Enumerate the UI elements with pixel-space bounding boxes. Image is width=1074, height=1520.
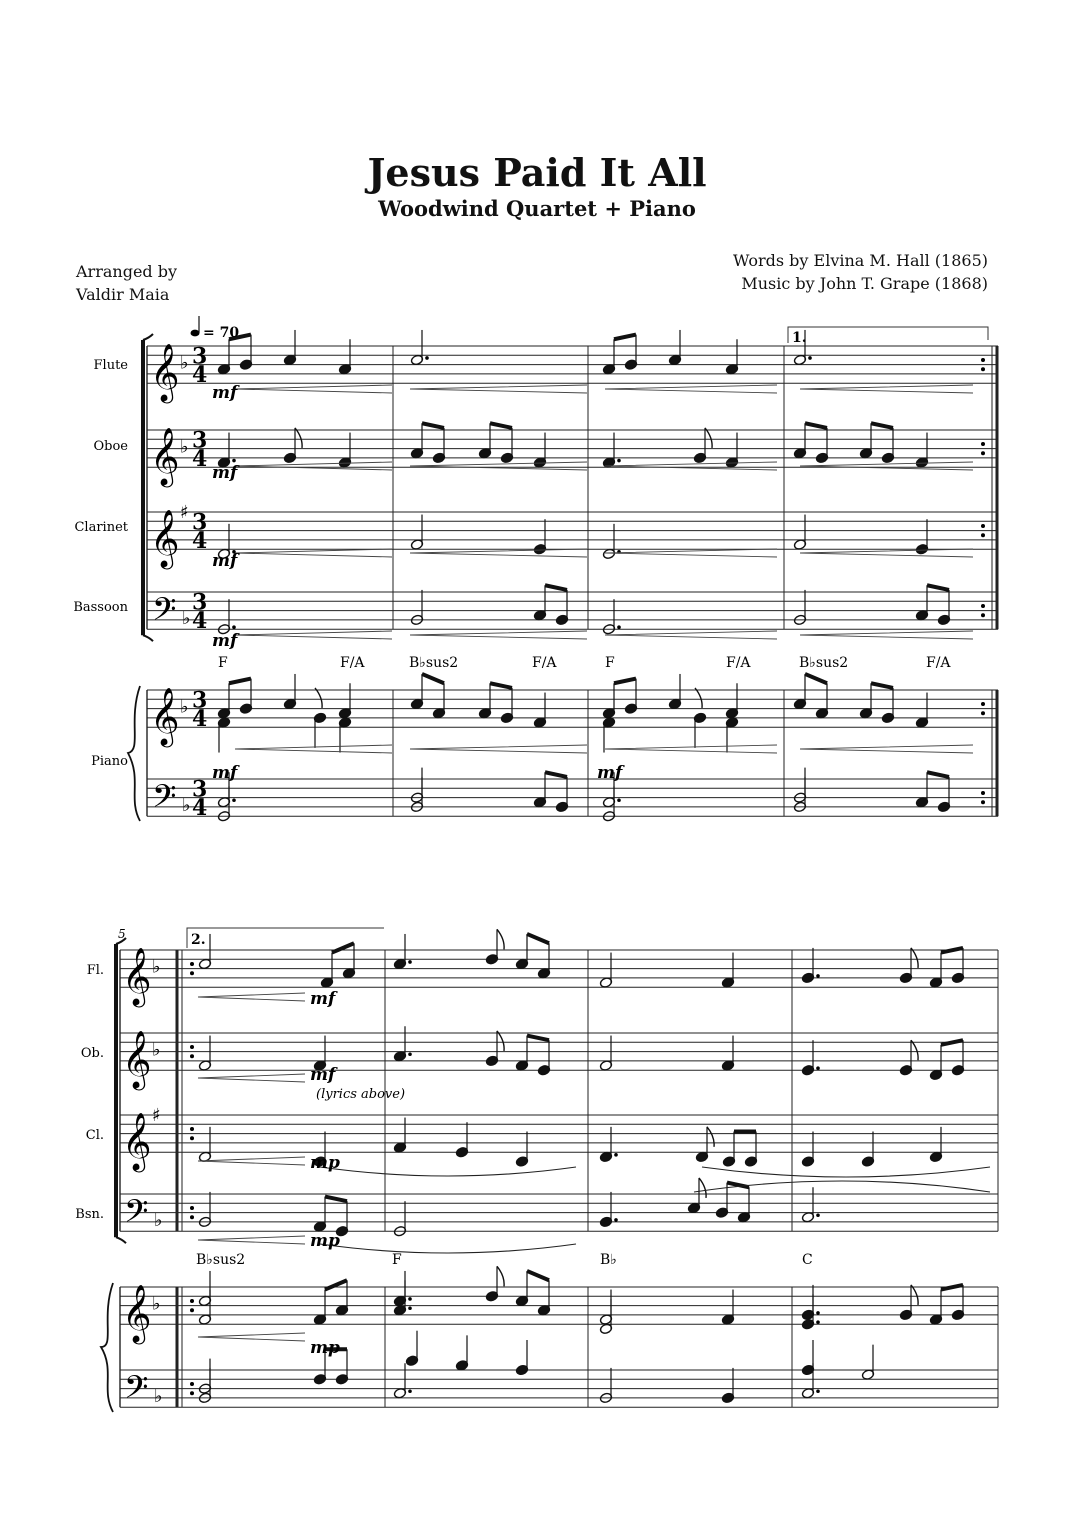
- piano-brace: [128, 686, 140, 821]
- sharp-icon: ♯: [152, 1105, 161, 1126]
- flat-icon: ♭: [152, 1293, 161, 1315]
- time-signature-top: 3: [192, 687, 208, 714]
- eighth-flag: [911, 1040, 918, 1060]
- augmentation-dot: [808, 356, 812, 360]
- piano-brace: [101, 1283, 113, 1412]
- bass-clef-icon: 𝄢: [124, 1192, 149, 1237]
- flat-icon: ♭: [180, 352, 189, 374]
- time-signature-bottom: 4: [192, 528, 208, 555]
- beam: [490, 683, 512, 688]
- dynamic-mark: mf: [212, 631, 238, 651]
- chord-symbol: B♭sus2: [196, 1252, 246, 1268]
- beam: [325, 1280, 347, 1289]
- chord-symbol: F/A: [340, 655, 365, 671]
- beam: [614, 679, 636, 684]
- diminuendo-hairpin: [605, 385, 777, 393]
- diminuendo-hairpin: [410, 631, 587, 639]
- chord-symbol: F: [392, 1252, 402, 1268]
- bass-clef-icon: 𝄢: [124, 1368, 149, 1413]
- augmentation-dot: [232, 459, 236, 463]
- bracket-hook: [143, 635, 153, 641]
- augmentation-dot: [617, 459, 621, 463]
- music-credit: Music by John T. Grape (1868): [741, 274, 988, 293]
- time-signature-bottom: 4: [192, 706, 208, 733]
- dynamic-mark: mf: [212, 463, 238, 483]
- time-signature-bottom: 4: [192, 446, 208, 473]
- chord-symbol: B♭: [600, 1252, 617, 1268]
- treble-clef-icon: 𝄞: [150, 343, 180, 402]
- augmentation-dot: [614, 1153, 618, 1157]
- beam: [527, 1271, 549, 1280]
- beam: [229, 679, 251, 684]
- clefs: [122, 343, 207, 1413]
- diminuendo-hairpin: [198, 1074, 305, 1082]
- time-signature-top: 3: [192, 776, 208, 803]
- dynamic-mark: mf: [597, 763, 623, 783]
- diminuendo-hairpin: [410, 745, 587, 753]
- arranger-label: Arranged by: [76, 262, 178, 281]
- words-credit: Words by Elvina M. Hall (1865): [733, 251, 988, 270]
- augmentation-dot: [816, 1389, 820, 1393]
- treble-clef-icon: 𝄞: [122, 947, 152, 1006]
- repeat-dot: [981, 451, 985, 455]
- eighth-flag: [497, 929, 504, 949]
- instrument-label: Clarinet: [74, 520, 128, 535]
- beam: [545, 585, 567, 590]
- instrument-label: Fl.: [86, 963, 104, 978]
- repeat-dot: [190, 1127, 194, 1131]
- eighth-flag: [295, 428, 302, 448]
- instrument-label: Piano: [91, 754, 128, 769]
- diminuendo-hairpin: [198, 1157, 305, 1165]
- dynamic-mark: mf: [310, 1065, 336, 1085]
- repeat-dot: [190, 1136, 194, 1140]
- beam: [490, 423, 512, 428]
- slur: [320, 1244, 576, 1253]
- arranger-name: Valdir Maia: [76, 285, 170, 304]
- beam: [422, 423, 444, 428]
- augmentation-dot: [614, 1218, 618, 1222]
- augmentation-dot: [408, 1297, 412, 1301]
- diminuendo-hairpin: [800, 549, 973, 557]
- diminuendo-hairpin: [605, 631, 777, 639]
- diminuendo-hairpin: [198, 1236, 305, 1244]
- beam: [805, 423, 827, 428]
- repeat-dot: [981, 367, 985, 371]
- volta-bracket: [788, 327, 988, 343]
- instrument-label: Cl.: [85, 1128, 104, 1143]
- repeat-dot: [190, 1391, 194, 1395]
- augmentation-dot: [232, 625, 236, 629]
- instrument-label: Bsn.: [75, 1207, 104, 1222]
- diminuendo-hairpin: [800, 462, 973, 470]
- dynamic-mark: mf: [212, 763, 238, 783]
- flat-icon: ♭: [152, 1039, 161, 1061]
- beam: [527, 934, 549, 943]
- repeat-dot: [190, 962, 194, 966]
- dynamic-mark: mp: [310, 1338, 340, 1358]
- treble-clef-icon: 𝄞: [122, 1030, 152, 1089]
- lyrics-annotation: (lyrics above): [316, 1087, 406, 1102]
- dynamic-mark: mp: [310, 1231, 340, 1251]
- eighth-flag: [315, 688, 322, 708]
- instrument-label: Bassoon: [73, 600, 128, 615]
- beam: [325, 1197, 347, 1202]
- chord-symbol: F: [605, 655, 615, 671]
- repeat-dot: [981, 711, 985, 715]
- beam: [941, 948, 963, 953]
- diminuendo-hairpin: [235, 462, 392, 470]
- treble-clef-icon: 𝄞: [150, 509, 180, 568]
- slur: [694, 1181, 990, 1192]
- augmentation-dot: [816, 1066, 820, 1070]
- score-subtitle: Woodwind Quartet + Piano: [378, 196, 696, 221]
- augmentation-dot: [816, 1311, 820, 1315]
- beam: [927, 772, 949, 777]
- staff-lines: [120, 343, 998, 1407]
- volta-label: 1.: [792, 330, 807, 346]
- time-signature-top: 3: [192, 343, 208, 370]
- eighth-flag: [695, 688, 702, 708]
- instrument-label: Oboe: [93, 439, 128, 454]
- dynamic-mark: mf: [212, 383, 238, 403]
- diminuendo-hairpin: [235, 745, 392, 753]
- repeat-dot: [190, 971, 194, 975]
- diminuendo-hairpin: [800, 385, 973, 393]
- augmentation-dot: [816, 1213, 820, 1217]
- augmentation-dot: [232, 798, 236, 802]
- beam: [545, 772, 567, 777]
- diminuendo-hairpin: [410, 385, 587, 393]
- flat-icon: ♭: [152, 956, 161, 978]
- chord-symbol: F/A: [532, 655, 557, 671]
- flat-icon: ♭: [180, 696, 189, 718]
- augmentation-dot: [408, 1389, 412, 1393]
- repeat-dot: [190, 1215, 194, 1219]
- diminuendo-hairpin: [800, 631, 973, 639]
- time-signature-top: 3: [192, 427, 208, 454]
- diminuendo-hairpin: [235, 631, 392, 639]
- diminuendo-hairpin: [235, 549, 392, 557]
- beam: [527, 1036, 549, 1041]
- time-signature-bottom: 4: [192, 608, 208, 635]
- eighth-flag: [699, 1178, 706, 1198]
- bar-lines: [120, 343, 998, 1407]
- tempo-mark: = 70: [203, 325, 240, 341]
- time-signature-bottom: 4: [192, 795, 208, 822]
- time-signature-top: 3: [192, 509, 208, 536]
- repeat-dot: [981, 533, 985, 537]
- diminuendo-hairpin: [605, 745, 777, 753]
- repeat-dot: [190, 1308, 194, 1312]
- quarter-note-icon: [191, 330, 200, 337]
- repeat-dot: [190, 1382, 194, 1386]
- repeat-dot: [190, 1206, 194, 1210]
- bracket-hook: [116, 1237, 126, 1243]
- beam: [871, 683, 893, 688]
- repeat-dot: [981, 604, 985, 608]
- repeat-dot: [190, 1054, 194, 1058]
- diminuendo-hairpin: [605, 549, 777, 557]
- slur: [320, 1167, 576, 1176]
- flat-icon: ♭: [182, 607, 191, 629]
- chord-symbol: B♭sus2: [799, 655, 849, 671]
- augmentation-dot: [617, 625, 621, 629]
- eighth-flag: [911, 1285, 918, 1305]
- dynamic-mark: mf: [212, 551, 238, 571]
- chord-symbol: B♭sus2: [409, 655, 459, 671]
- diminuendo-hairpin: [410, 462, 587, 470]
- eighth-flag: [707, 1127, 714, 1147]
- augmentation-dot: [425, 356, 429, 360]
- repeat-dot: [981, 613, 985, 617]
- repeat-dot: [981, 442, 985, 446]
- bass-clef-icon: 𝄢: [152, 590, 177, 635]
- slur: [702, 1167, 990, 1177]
- beam: [941, 1040, 963, 1045]
- eighth-flag: [497, 1031, 504, 1051]
- repeat-dot: [981, 702, 985, 706]
- repeat-dot: [981, 800, 985, 804]
- volta-label: 2.: [191, 932, 206, 948]
- augmentation-dot: [816, 974, 820, 978]
- diminuendo-hairpin: [235, 385, 392, 393]
- system-brackets: [101, 334, 153, 1412]
- instrument-label: Flute: [93, 358, 128, 373]
- beam: [805, 674, 827, 683]
- beam: [422, 674, 444, 683]
- eighth-flag: [911, 948, 918, 968]
- augmentation-dot: [408, 1306, 412, 1310]
- augmentation-dot: [408, 1052, 412, 1056]
- chord-symbol: F: [218, 655, 228, 671]
- augmentation-dot: [617, 798, 621, 802]
- flat-icon: ♭: [154, 1385, 163, 1407]
- diminuendo-hairpin: [198, 1333, 305, 1341]
- diminuendo-hairpin: [800, 745, 973, 753]
- diminuendo-hairpin: [410, 549, 587, 557]
- time-signature-top: 3: [192, 589, 208, 616]
- treble-clef-icon: 𝄞: [150, 687, 180, 746]
- treble-clef-icon: 𝄞: [122, 1284, 152, 1343]
- treble-clef-icon: 𝄞: [122, 1112, 152, 1171]
- treble-clef-icon: 𝄞: [150, 427, 180, 486]
- instrument-label: Ob.: [80, 1046, 104, 1061]
- eighth-flag: [497, 1266, 504, 1286]
- diminuendo-hairpin: [198, 993, 305, 1001]
- repeat-dot: [981, 524, 985, 528]
- sharp-icon: ♯: [180, 502, 189, 523]
- flat-icon: ♭: [182, 794, 191, 816]
- repeat-dot: [190, 1299, 194, 1303]
- dynamic-mark: mp: [310, 1153, 340, 1173]
- beam: [614, 335, 636, 340]
- chord-symbol: F/A: [726, 655, 751, 671]
- repeat-dot: [190, 1045, 194, 1049]
- repeat-dot: [981, 791, 985, 795]
- chord-symbol: F/A: [926, 655, 951, 671]
- eighth-flag: [705, 428, 712, 448]
- beam: [941, 1285, 963, 1290]
- hairpins: [198, 385, 973, 1341]
- bracket-hook: [143, 334, 153, 340]
- flat-icon: ♭: [154, 1209, 163, 1231]
- bass-clef-icon: 𝄢: [152, 777, 177, 822]
- time-signature-bottom: 4: [192, 362, 208, 389]
- beam: [871, 423, 893, 428]
- beam: [927, 585, 949, 590]
- diminuendo-hairpin: [605, 462, 777, 470]
- score-title: Jesus Paid It All: [367, 150, 707, 195]
- augmentation-dot: [408, 960, 412, 964]
- repeat-dot: [981, 358, 985, 362]
- augmentation-dot: [816, 1320, 820, 1324]
- dynamic-mark: mf: [310, 989, 336, 1009]
- beam: [332, 943, 354, 952]
- flat-icon: ♭: [180, 436, 189, 458]
- chord-symbol: C: [802, 1252, 813, 1268]
- measure-number: 5: [118, 927, 126, 941]
